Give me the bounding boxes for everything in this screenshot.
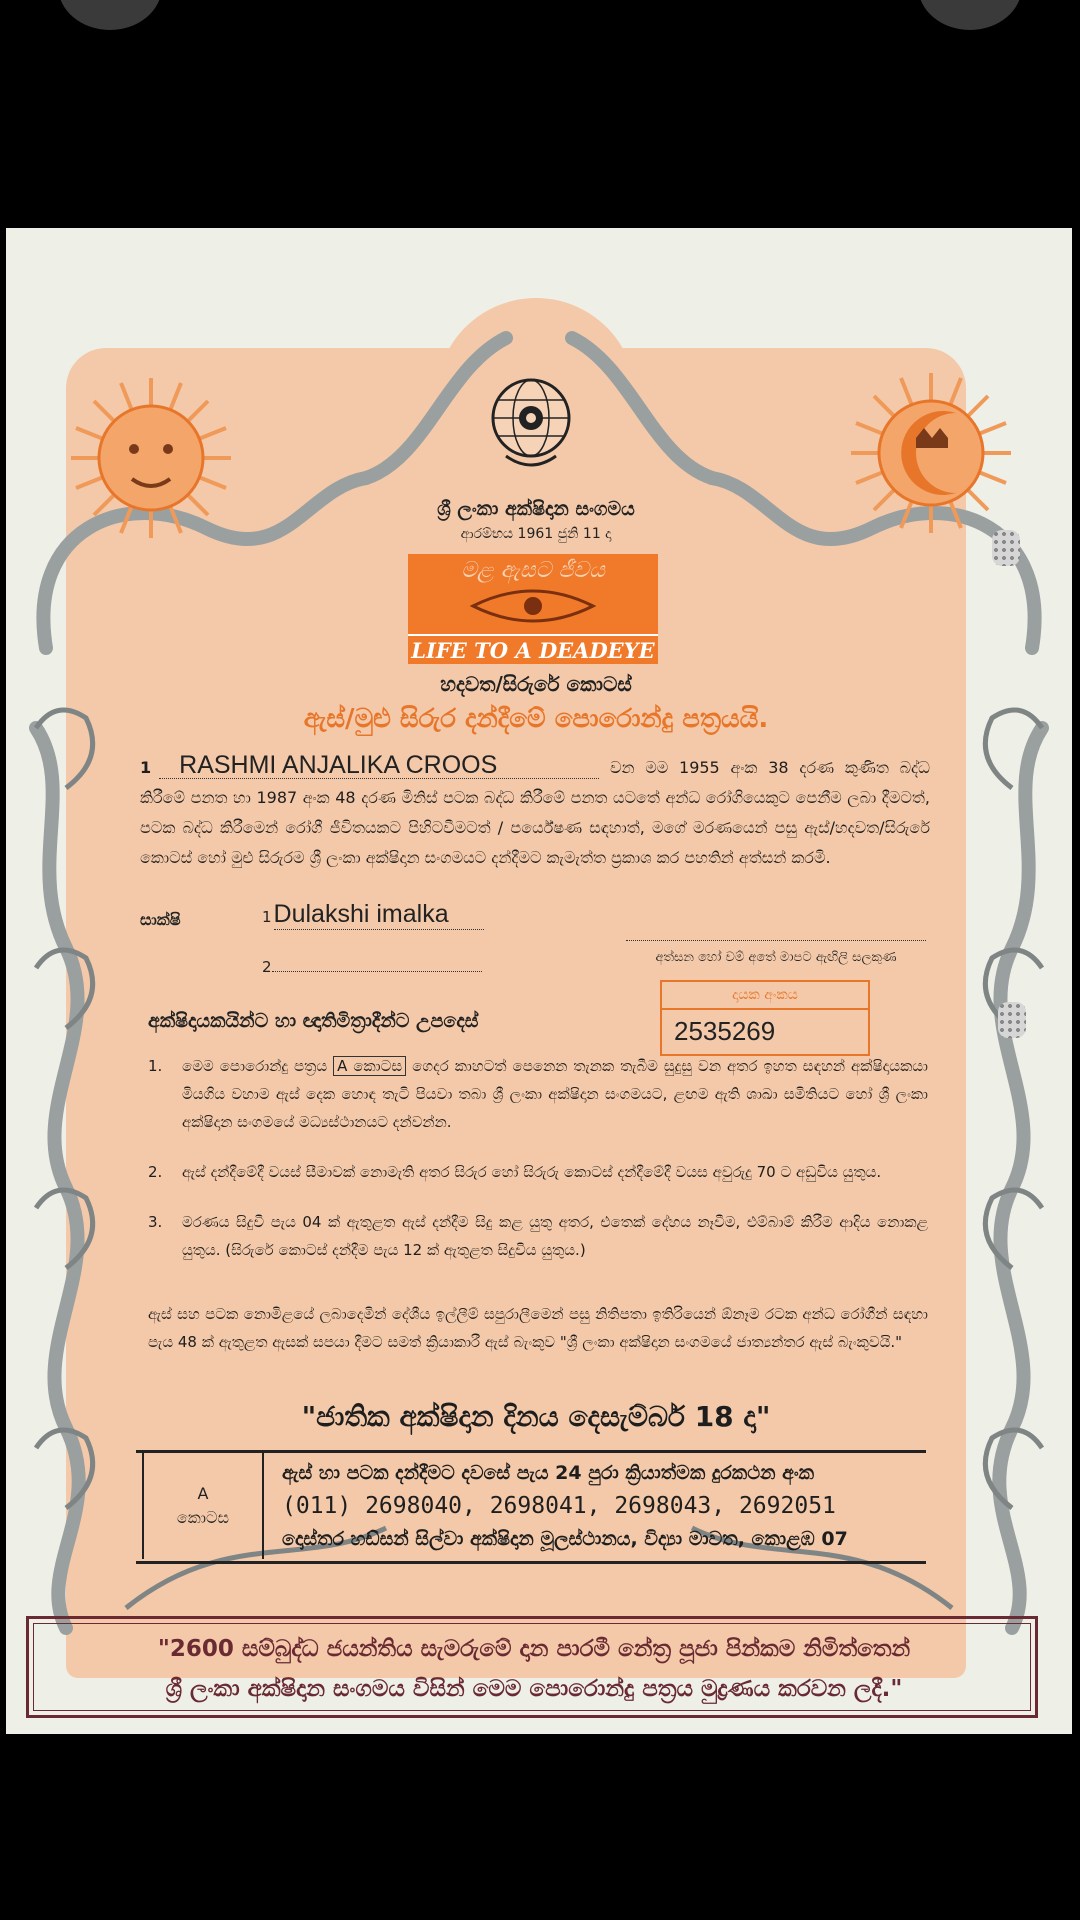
section-a-label: කොටස (176, 1508, 230, 1527)
pledge-document (6, 228, 1072, 1734)
witness-1 (262, 900, 484, 930)
eye-icon (463, 586, 603, 626)
pledge-body (140, 752, 930, 873)
advice-text-post: ගෙදර කාහටත් පෙනෙන තැනක තැබීම සුදුසු වන අතර ඉහත සඳහන් අක්ෂිදායකයා මියගිය වහාම ඇස් දෙක හොඳ තැටි පියවා තබා ශ්‍රී ලංකා අක්ෂිදාන සංගමයට, ළඟම ඇති ශාඛා සමිතියට හෝ ශ්‍රී ලංකා අක්ෂිදාන සංගමයේ මධ්‍යස්ථානයට දන්වන්න. (182, 1057, 928, 1131)
hotline-section (136, 1450, 926, 1564)
pledge-statement: වන මම 1955 අංක 38 දරණ කුණිත බද්ධ කිරීමේ පනත හා 1987 අංක 48 දරණ මිනිස් පටක බද්ධ කිරීමේ පනත යටතේ අන්ධ රෝගියෙකුට පෙනීම ලබා දීමටත්, පටක බද්ධ කිරීමෙන් රෝගී ජීවිතයකට පිහිටවීමටත් / පර්යේෂණ සඳහාත්, මගේ මරණයෙන් පසු ඇස්/හදවත/සිරුරේ කොටස් හෝ මුළු සිරුරම ශ්‍රී ලංකා අක්ෂිදාන සංගමයට දන්දීමට කැමැත්ත ප්‍රකාශ කර පහතින් අත්සන් කරමි. (140, 758, 931, 867)
section-a-box (142, 1453, 264, 1559)
back-button[interactable] (58, 0, 162, 30)
banner-sinhala-text: මළ ඇසට ජීවය (461, 558, 605, 583)
hotline-address: දොස්තර හඩ්සන් සිල්වා අක්ෂිදාන මූලස්ථානය, විද්‍යා මාවත, කොළඹ 07 (282, 1528, 848, 1550)
footer-line-2: ශ්‍රී ලංකා අක්ෂිදාන සංගමය විසින් මෙම පොරොන්දු පත්‍රය මුද්‍රණය කරවන ලදී." (165, 1676, 903, 1702)
advice-number: 2. (148, 1163, 163, 1181)
organisation-established: ආරම්භය 1961 ජුනි 11 දා (460, 526, 612, 542)
footer-text (59, 1629, 1009, 1709)
advice-text: මරණය සිදුවී පැය 04 ක් ඇතුළත ඇස් දන්දීම සිදු කළ යුතු අතර, එතෙක් දේහය නෑවීම, එම්බාම් කිරීම ආදිය නොකළ යුතුය. (සිරුරේ කොටස් දන්දීම පැය 12 ක් ඇතුළත සිදුවිය යුතුය.) (182, 1213, 928, 1259)
witness-1-number: 1 (262, 908, 272, 926)
witness-2 (262, 958, 482, 976)
options-button[interactable] (918, 0, 1022, 30)
signature-caption: අත්සන හෝ වම් අතේ මාපට ඇඟිලි සලකුණ (655, 950, 897, 965)
hotline-text (282, 1457, 922, 1555)
organisation-name: ශ්‍රී ලංකා අක්ෂිදාන සංගමය (437, 498, 635, 520)
day-slogan: "ජාතික අක්ෂිදාන දිනය දෙසැම්බර් 18 දා" (301, 1400, 771, 1433)
sun-face-icon (66, 373, 236, 543)
advice-boxed-text: A කොටස (333, 1056, 406, 1076)
sun-moon-face-icon (846, 368, 1016, 538)
punch-hole (992, 530, 1020, 566)
advice-text (182, 1052, 928, 1136)
witness-label: සාක්ෂි (140, 910, 181, 929)
advice-number: 1. (148, 1057, 163, 1075)
advice-text-pre: මෙම පොරොන්දු පත්‍රය (182, 1057, 328, 1075)
punch-hole (998, 1002, 1026, 1038)
advice-item (148, 1052, 928, 1136)
advice-item (148, 1158, 928, 1186)
donor-name-field: RASHMI ANJALIKA CROOS (159, 752, 599, 779)
witness-2-number: 2 (262, 958, 272, 976)
advice-text: ඇස් දන්දීමේදී වයස් සීමාවක් නොමැති අතර සිරුර හෝ සිරුරු කොටස් දන්දීමේදී වයස අවුරුදු 70 ට අඩුවිය යුතුය. (182, 1163, 882, 1181)
advice-list (148, 1052, 928, 1286)
closing-text: ඇස් සහ පටක නොමිළයේ ලබාදෙමින් දේශීය ඉල්ලීම් සපුරාලීමෙන් පසු නිතිපතා ඉතිරියෙන් ඕනෑම රටක අන්ධ රෝගීන් සඳහා පැය 48 ක් ඇතුළත ඇසක් සපයා දීමට සමත් ක්‍රියාකාරී ඇස් බැංකුව "ශ්‍රී ලංකා අක්ෂිදාන සංගමයේ ජාත්‍යන්තර ඇස් බැංකුවයි." (148, 1305, 928, 1351)
hotline-numbers: (011) 2698040, 2698041, 2698043, 2692051 (282, 1493, 836, 1519)
advice-item (148, 1208, 928, 1264)
signature-line (626, 940, 926, 941)
footer-box (26, 1616, 1038, 1718)
donor-number-label: දායක අංකය (662, 982, 868, 1010)
section-a-letter: A (197, 1484, 209, 1503)
footer-line-1: "2600 සම්බුද්ධ ජයන්තිය සැමරුමේ දාන පාරමී නේත්‍ර පූජා පින්කම නිමිත්තෙන් (157, 1636, 911, 1662)
pledge-title: ඇස්/මුළු සිරුර දන්දීමේ පොරොන්දු පත්‍රයයි. (303, 704, 769, 734)
witness-1-name: Dulakshi imalka (274, 900, 484, 930)
hotline-heading: ඇස් හා පටක දන්දීමට දවසේ පැය 24 පුරා ක්‍රියාත්මක දුරකථන අංක (282, 1462, 815, 1484)
donor-number-value: 2535269 (674, 1016, 776, 1046)
advice-title: අක්ෂිදායකයින්ට හා ඥාතිමිත්‍රාදීන්ට උපදෙස් (148, 1010, 479, 1032)
pledge-number: 1 (140, 758, 152, 777)
section-title: හදවත/සිරුරේ කොටස් (440, 672, 632, 696)
donor-number-box (660, 980, 870, 1056)
advice-number: 3. (148, 1213, 163, 1231)
globe-eye-emblem-icon (486, 376, 576, 476)
banner-tagline: LIFE TO A DEADEYE (408, 634, 658, 666)
witness-2-line (272, 971, 482, 972)
logo-banner (408, 554, 658, 664)
